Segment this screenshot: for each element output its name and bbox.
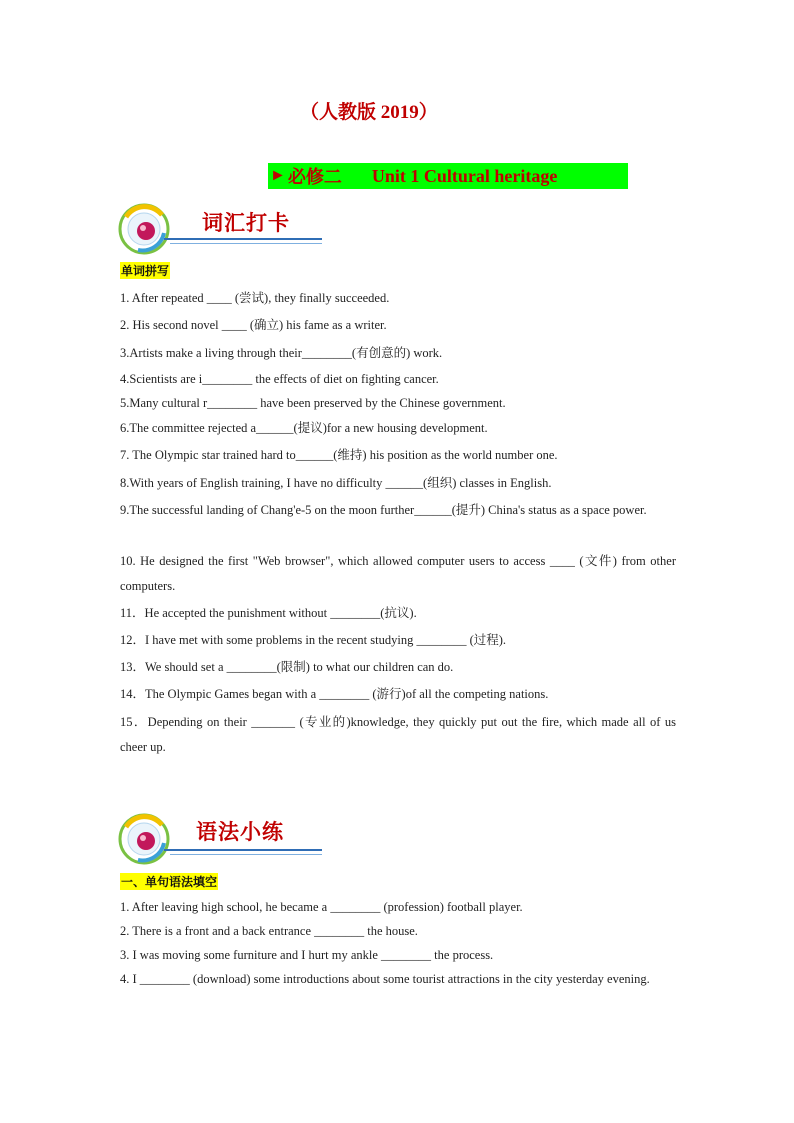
vocab-item-10: 10. He designed the first "Web browser", which allowed computer users to access ____ (文件) from other computers.: [120, 554, 676, 593]
section-logo-icon: [118, 203, 170, 255]
unit-title: Unit 1 Cultural heritage: [371, 165, 558, 186]
section-rule: [164, 238, 322, 240]
vocab-item-4: 4.Scientists are i________ the effects of diet on fighting cancer.: [120, 372, 439, 386]
book-name: 必修二: [287, 167, 342, 187]
grammar-item-1: 1. After leaving high school, he became a ________ (profession) football player.: [120, 900, 523, 914]
vocab-section-header: [118, 203, 328, 259]
vocab-item-15: 15．Depending on their _______ (专业的)knowledge, they quickly put out the fire, which made all of us cheer up.: [120, 715, 676, 754]
vocab-subheading: 单词拼写: [121, 264, 170, 278]
vocab-item-1: 1. After repeated ____ (尝试), they finally succeeded.: [120, 291, 390, 305]
vocab-section-title: 词汇打卡: [202, 211, 290, 235]
vocab-item-7: 7. The Olympic star trained hard to______(维持) his position as the world number one.: [120, 448, 558, 462]
grammar-item-2: 2. There is a front and a back entrance ________ the house.: [120, 924, 418, 938]
vocab-item-8: 8.With years of English training, I have no difficulty ______(组织) classes in English.: [120, 476, 552, 490]
section-rule: [164, 849, 322, 851]
vocab-item-3: 3.Artists make a living through their________(有创意的) work.: [120, 346, 443, 360]
grammar-subheading: 一、单句语法填空: [121, 875, 218, 889]
vocab-item-13: 13．We should set a ________(限制) to what our children can do.: [120, 660, 454, 674]
edition-title: （人教版 2019）: [300, 102, 438, 123]
grammar-item-4: 4. I ________ (download) some introductions about some tourist attractions in the city yesterday evening.: [120, 972, 650, 986]
vocab-item-9: 9.The successful landing of Chang'e-5 on the moon further______(提升) China's status as a space power.: [120, 503, 647, 517]
vocab-item-5: 5.Many cultural r________ have been preserved by the Chinese government.: [120, 396, 506, 410]
grammar-section-header: [118, 813, 328, 869]
grammar-item-3: 3. I was moving some furniture and I hurt my ankle ________ the process.: [120, 948, 494, 962]
unit-banner: [268, 163, 628, 189]
vocab-item-2: 2. His second novel ____ (确立) his fame as a writer.: [120, 318, 387, 332]
section-rule-light: [170, 854, 322, 855]
vocab-item-14: 14．The Olympic Games began with a ________ (游行)of all the competing nations.: [120, 687, 549, 701]
vocab-item-11: 11．He accepted the punishment without ________(抗议).: [120, 606, 417, 620]
arrow-icon: ►: [270, 167, 286, 184]
section-logo-icon: [118, 813, 170, 865]
vocab-item-6: 6.The committee rejected a______(提议)for a new housing development.: [120, 421, 488, 435]
vocab-item-12: 12．I have met with some problems in the recent studying ________ (过程).: [120, 633, 507, 647]
grammar-section-title: 语法小练: [196, 820, 284, 844]
section-rule-light: [170, 243, 322, 244]
